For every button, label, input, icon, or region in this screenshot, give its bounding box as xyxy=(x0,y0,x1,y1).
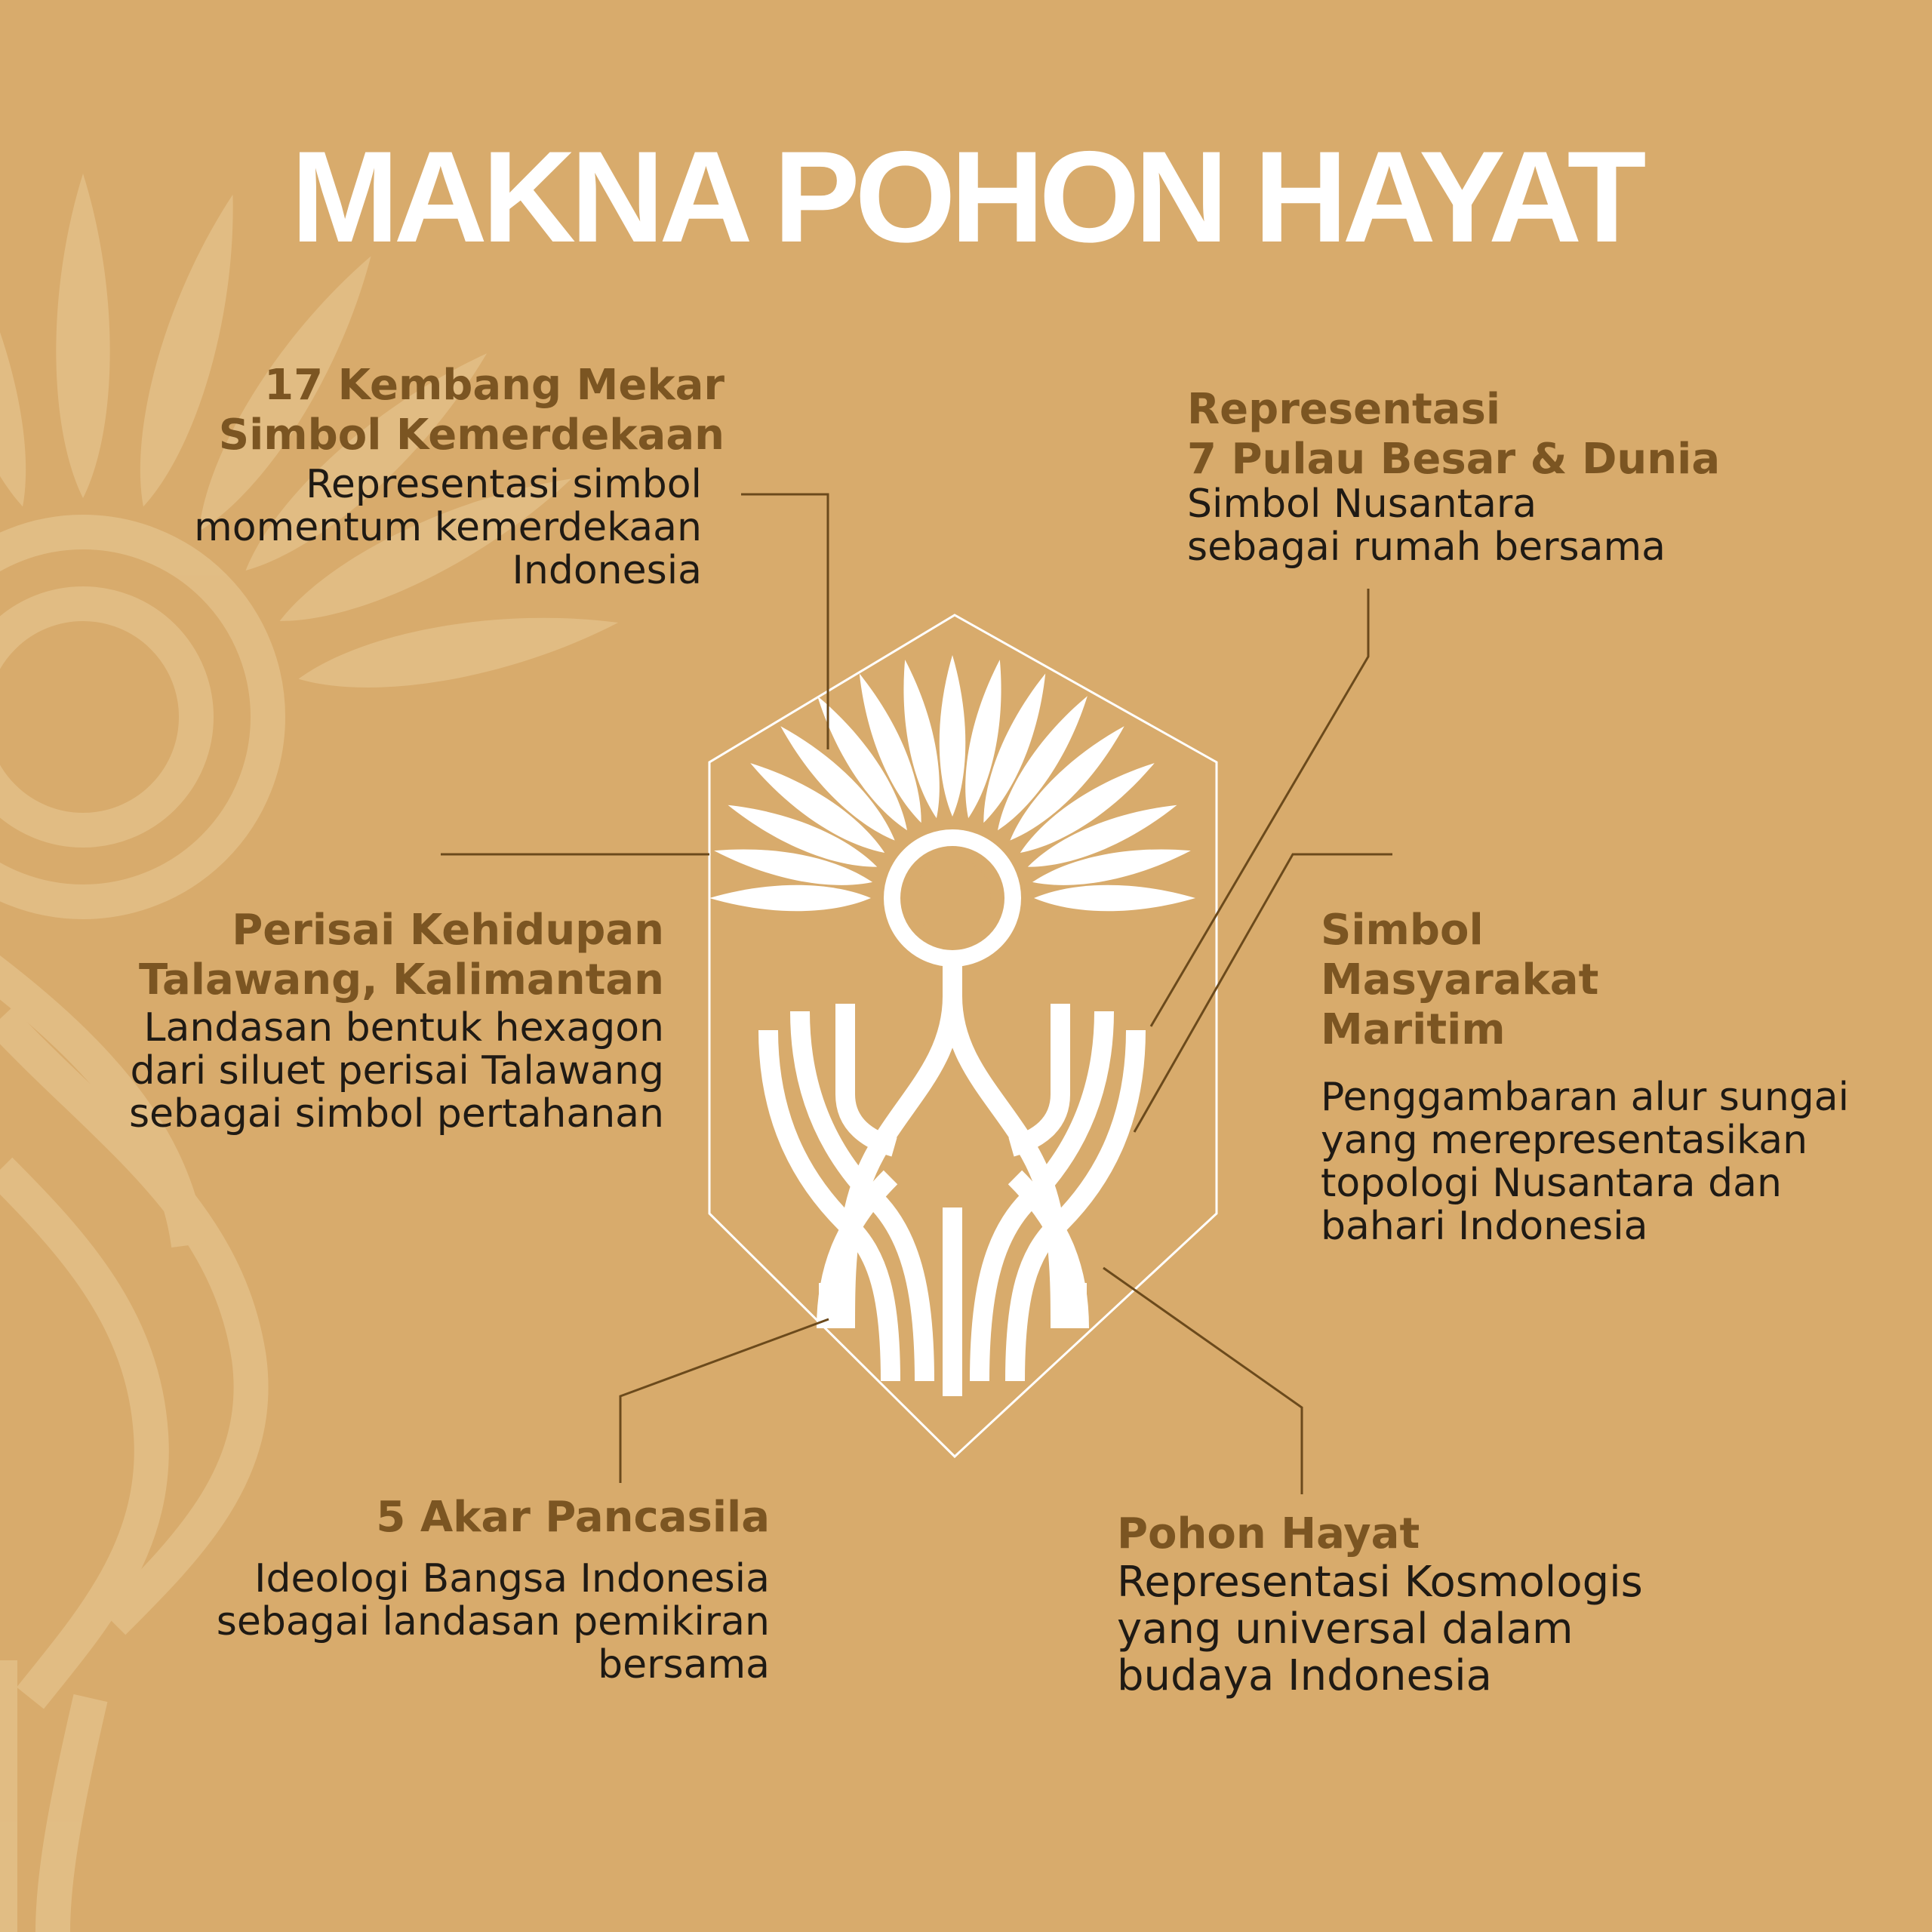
pulau-description: Simbol Nusantara sebagai rumah bersama xyxy=(1187,481,1666,570)
maritim-heading: Simbol Masyarakat Maritim xyxy=(1321,906,1599,1054)
akar-description: Ideologi Bangsa Indonesia sebagai landasan pemikiran bersama xyxy=(216,1556,770,1687)
background-motif-watermark xyxy=(0,532,268,1932)
annotation-maritim xyxy=(1321,906,1849,1248)
page-title: MAKNA POHON HAYAT xyxy=(291,125,1641,269)
kembang-heading: 17 Kembang Mekar Simbol Kemerdekaan xyxy=(218,361,724,460)
annotation-kembang xyxy=(194,361,724,592)
petal-icon xyxy=(940,655,966,817)
maritim-description: Penggambaran alur sungai yang merepresentasikan topologi Nusantara dan bahari Indonesia xyxy=(1321,1075,1850,1249)
pulau-heading: Representasi 7 Pulau Besar & Dunia xyxy=(1187,385,1721,484)
annotation-akar xyxy=(217,1493,770,1687)
akar-heading: 5 Akar Pancasila xyxy=(376,1493,770,1542)
petal-icon xyxy=(709,885,871,912)
kembang-description: Representasi simbol momentum kemerdekaan Indonesia xyxy=(194,462,702,593)
annotation-pulau xyxy=(1187,385,1720,569)
pohon-hayat-emblem xyxy=(709,615,1217,1457)
perisai-heading: Perisai Kehidupan Talawang, Kalimantan xyxy=(138,906,664,1004)
seventeen-petals-icon xyxy=(709,655,1195,911)
sun-ring-inner-icon xyxy=(913,859,992,937)
pohon-description: Representasi Kosmologis yang universal dalam budaya Indonesia xyxy=(1117,1558,1643,1700)
watermark-petal-icon xyxy=(294,596,623,706)
leader-line-pohon xyxy=(1103,1268,1302,1494)
river-branches-icon xyxy=(768,960,1136,1396)
pohon-heading: Pohon Hayat xyxy=(1117,1509,1420,1558)
annotation-perisai xyxy=(129,906,664,1136)
leader-line-akar xyxy=(620,1319,829,1483)
perisai-description: Landasan bentuk hexagon dari siluet perisai Talawang sebagai simbol pertahanan xyxy=(128,1005,664,1137)
annotation-pohon xyxy=(1117,1509,1643,1700)
sun-ring-icon xyxy=(892,838,1013,958)
leader-line-kembang xyxy=(741,494,828,749)
petal-icon xyxy=(1034,885,1195,912)
